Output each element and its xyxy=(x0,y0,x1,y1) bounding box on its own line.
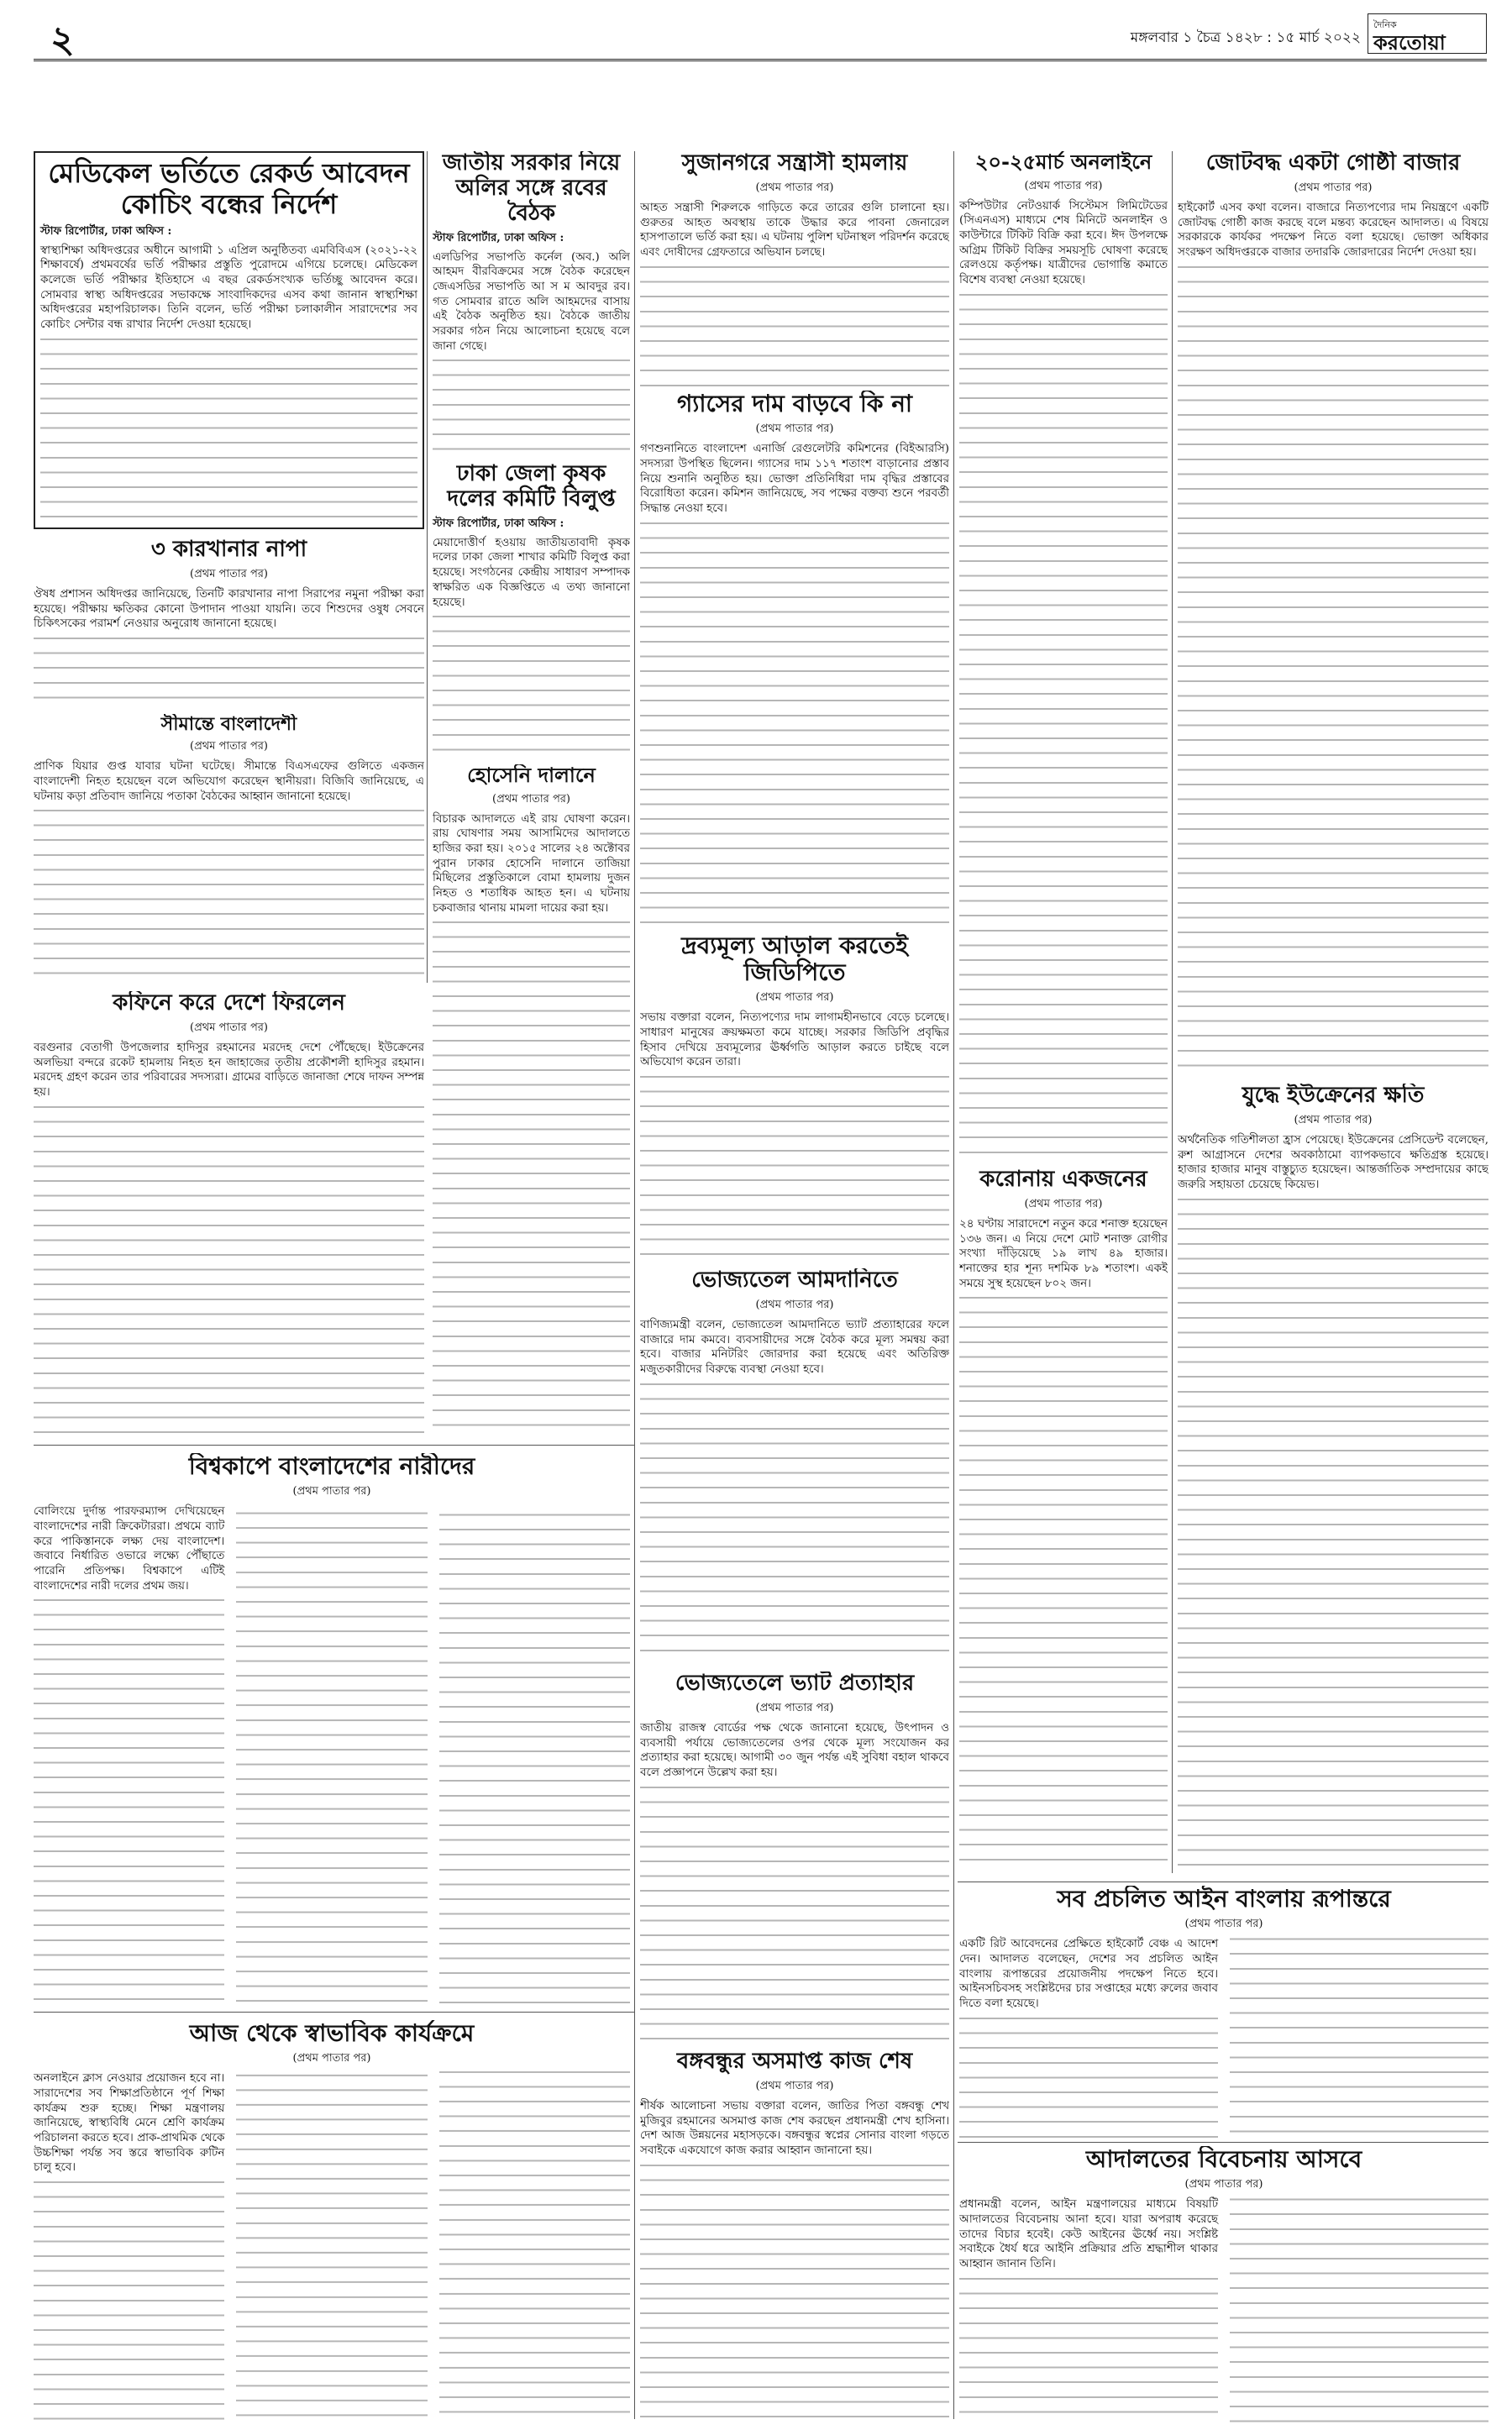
page-number: ২ xyxy=(50,18,75,61)
article-body: অর্থনৈতিক গতিশীলতা হ্রাস পেয়েছে। ইউক্রেনের প্রেসিডেন্ট বলেছেন, রুশ আগ্রাসনে দেশের অবকাঠামো ব্যাপকভাবে ক্ষতিগ্রস্ত হয়েছে। হাজার হাজার মানুষ বাস্তুচ্যুত হয়েছেন। আন্তর্জাতিক সম্প্রদায়ের কাছে জরুরি সহায়তা চেয়েছে কিয়েভ। xyxy=(1178,1133,1488,1873)
article-gas xyxy=(640,391,949,928)
continued-note: (প্রথম পাতার পর) xyxy=(190,567,268,580)
headline: মেডিকেল ভর্তিতে রেকর্ড আবেদন কোচিং বন্ধের নির্দেশ xyxy=(48,157,410,220)
article-three-factories xyxy=(34,538,424,706)
headline: আজ থেকে স্বাভাবিক কার্যক্রমে xyxy=(189,2020,475,2047)
issue-date: মঙ্গলবার ১ চৈত্র ১৪২৮ : ১৫ মার্চ ২০২২ xyxy=(1130,29,1361,46)
headline: আদালতের বিবেচনায় আসবে xyxy=(1085,2146,1362,2173)
article-body: বাণিজ্যমন্ত্রী বলেন, ভোজ্যতেল আমদানিতে ভ্যাট প্রত্যাহারের ফলে বাজারে দাম কমবে। ব্যবসায়ীদের সঙ্গে বৈঠক করে মূল্য সমন্বয় করা হবে। বাজার মনিটরিং জোরদার করা হয়েছে এবং অতিরিক্ত মজুতকারীদের বিরুদ্ধে ব্যবস্থা নেওয়া হবে। xyxy=(640,1318,949,1663)
article-body: প্রধানমন্ত্রী বলেন, আইন মন্ত্রণালয়ের মাধ্যমে বিষয়টি আদালতের বিবেচনায় আনা হবে। যারা অপরাধ করেছে তাদের বিচার হবেই। কেউ আইনের ঊর্ধ্বে নয়। সংশ্লিষ্ট সবাইকে ধৈর্য ধরে আইনি প্রক্রিয়ার প্রতি শ্রদ্ধাশীল থাকার আহ্বান জানান তিনি। xyxy=(959,2197,1488,2423)
headline: ভোজ্যতেল আমদানিতে xyxy=(691,1268,898,1293)
page-header xyxy=(34,8,1487,61)
article-body: ২৪ ঘণ্টায় সারাদেশে নতুন করে শনাক্ত হয়েছেন ১৩৬ জন। এ নিয়ে দেশে মোট শনাক্ত রোগীর সংখ্যা দাঁড়িয়েছে ১৯ লাখ ৪৯ হাজার। শনাক্তের হার শূন্য দশমিক ৮৯ শতাংশ। একই সময়ে সুস্থ হয়েছেন ৮০২ জন। xyxy=(959,1217,1168,1873)
byline: স্টাফ রিপোর্টার, ঢাকা অফিস : xyxy=(40,224,172,238)
continued-note: (প্রথম পাতার পর) xyxy=(292,1485,371,1498)
section-rule xyxy=(958,2142,1488,2143)
article-hosaini xyxy=(433,764,630,1436)
headline: বিশ্বকাপে বাংলাদেশের নারীদের xyxy=(188,1453,475,1480)
headline: ২০-২৫মার্চ অনলাইনে xyxy=(974,151,1152,174)
column-rule xyxy=(953,151,954,2419)
article-krishak xyxy=(433,462,630,756)
continued-note: (প্রথম পাতার পর) xyxy=(755,1701,834,1714)
continued-note: (প্রথম পাতার পর) xyxy=(1294,181,1373,194)
article-train-tickets xyxy=(959,151,1168,1159)
continued-note: (প্রথম পাতার পর) xyxy=(755,422,834,436)
headline: সীমান্তে বাংলাদেশী xyxy=(160,714,297,735)
article-edible-oil-vat xyxy=(640,1672,949,2041)
article-body: এলডিপির সভাপতি কর্নেল (অব.) অলি আহমদ বীরবিক্রমের সঙ্গে বৈঠক করেছেন জেএসডির সভাপতি আ স ম আবদুর রব। গত সোমবার রাতে অলি আহমদের বাসায় এই বৈঠক অনুষ্ঠিত হয়। বৈঠকে জাতীয় সরকার গঠন নিয়ে আলোচনা হয়েছে বলে জানা গেছে। xyxy=(433,250,630,454)
article-sujanagar xyxy=(640,151,949,386)
column-rule xyxy=(427,151,428,983)
article-court-decision xyxy=(959,2146,1488,2423)
headline: হোসেনি দালানে xyxy=(467,764,596,787)
article-body: ঔষধ প্রশাসন অধিদপ্তর জানিয়েছে, তিনটি কারখানার নাপা সিরাপের নমুনা পরীক্ষা করা হয়েছে। পরীক্ষায় ক্ষতিকর কোনো উপাদান পাওয়া যায়নি। তবে শিশুদের ওষুধ সেবনে চিকিৎসকের পরামর্শ নেওয়ার অনুরোধ জানানো হয়েছে। xyxy=(34,587,424,706)
continued-note: (প্রথম পাতার পর) xyxy=(1184,2178,1263,2191)
headline: দ্রব্যমূল্য আড়াল করতেই জিডিপিতে xyxy=(681,932,908,987)
headline: সব প্রচলিত আইন বাংলায় রূপান্তরে xyxy=(1057,1886,1391,1913)
article-inflation xyxy=(640,932,949,1260)
headline: জোটবদ্ধ একটা গোষ্ঠী বাজার xyxy=(1205,151,1461,176)
article-ukraine xyxy=(1178,1084,1488,1873)
continued-note: (প্রথম পাতার পর) xyxy=(755,991,834,1005)
article-edible-oil-import xyxy=(640,1268,949,1663)
headline: ঢাকা জেলা কৃষক দলের কমিটি বিলুপ্ত xyxy=(447,462,616,512)
headline: ৩ কারখানার নাপা xyxy=(150,538,307,562)
article-coffin xyxy=(34,991,424,1436)
continued-note: (প্রথম পাতার পর) xyxy=(1024,179,1103,192)
article-body: কম্পিউটার নেটওয়ার্ক সিস্টেমস লিমিটেডের (সিএনএস) মাধ্যমে শেষ মিনিটে অনলাইন ও কাউন্টারে টিকিট বিক্রি করা হবে। ঈদ উপলক্ষে অগ্রিম টিকিট বিক্রির সময়সূচি ঘোষণা করেছে রেলওয়ে কর্তৃপক্ষ। যাত্রীদের ভোগান্তি কমাতে বিশেষ ব্যবস্থা নেওয়া হয়েছে। xyxy=(959,199,1168,1159)
continued-note: (প্রথম পাতার পর) xyxy=(1294,1113,1373,1126)
column-rule xyxy=(1172,151,1173,1873)
headline: বঙ্গবন্ধুর অসমাপ্ত কাজ শেষ xyxy=(676,2049,913,2074)
article-body: মেয়াদোত্তীর্ণ হওয়ায় জাতীয়তাবাদী কৃষক দলের ঢাকা জেলা শাখার কমিটি বিলুপ্ত করা হয়েছে। সংগঠনের কেন্দ্রীয় সাধারণ সম্পাদক স্বাক্ষরিত এক বিজ্ঞপ্তিতে এ তথ্য জানানো হয়েছে। xyxy=(433,536,630,756)
article-body: একটি রিট আবেদনের প্রেক্ষিতে হাইকোর্ট বেঞ্চ এ আদেশ দেন। আদালত বলেছেন, দেশের সব প্রচলিত আইন বাংলায় রূপান্তরের প্রয়োজনীয় পদক্ষেপ নিতে হবে। আইনসচিবসহ সংশ্লিষ্টদের চার সপ্তাহের মধ্যে রুলের জবাব দিতে বলা হয়েছে। xyxy=(959,1937,1488,2138)
section-rule xyxy=(34,2012,634,2013)
newspaper-logo: দৈনিক করতোয়া xyxy=(1368,13,1487,54)
article-body: শীর্ষক আলোচনা সভায় বক্তারা বলেন, জাতির পিতা বঙ্গবন্ধু শেখ মুজিবুর রহমানের অসমাপ্ত কাজ শেষ করছেন প্রধানমন্ত্রী শেখ হাসিনা। দেশ আজ উন্নয়নের মহাসড়কে। বঙ্গবন্ধুর স্বপ্নের সোনার বাংলা গড়তে সবাইকে একযোগে কাজ করার আহ্বান জানানো হয়। xyxy=(640,2099,949,2423)
article-body: সভায় বক্তারা বলেন, নিত্যপণ্যের দাম লাগামহীনভাবে বেড়ে চলেছে। সাধারণ মানুষের ক্রয়ক্ষমতা কমে যাচ্ছে। সরকার জিডিপি প্রবৃদ্ধির হিসাব দেখিয়ে দ্রব্যমূল্যের ঊর্ধ্বগতি আড়াল করতে চাইছে বলে অভিযোগ করেন তারা। xyxy=(640,1010,949,1260)
headline: যুদ্ধে ইউক্রেনের ক্ষতি xyxy=(1242,1084,1425,1108)
article-body: বোলিংয়ে দুর্দান্ত পারফরম্যান্স দেখিয়েছেন বাংলাদেশের নারী ক্রিকেটাররা। প্রথমে ব্যাট করে পাকিস্তানকে লক্ষ্য দেয় বাংলাদেশ। জবাবে নির্ধারিত ওভারে লক্ষ্যে পৌঁছাতে পারেনি প্রতিপক্ষ। বিশ্বকাপে এটিই বাংলাদেশের নারী দলের প্রথম জয়। xyxy=(34,1504,630,2003)
article-body: স্বাস্থ্যশিক্ষা অধিদপ্তরের অধীনে আগামী ১ এপ্রিল অনুষ্ঠিতব্য এমবিবিএস (২০২১-২২ শিক্ষাবর্ষে) প্রথমবর্ষের ভর্তি পরীক্ষার প্রস্তুতি পুরোদমে এগিয়ে চলেছে। মেডিকেল কলেজে ভর্তি পরীক্ষার ইতিহাসে এ বছর রেকর্ডসংখ্যক ভর্তিচ্ছু আবেদন করে। সোমবার স্বাস্থ্য অধিদপ্তরের সভাকক্ষে সাংবাদিকদের এসব কথা জানান স্বাস্থ্যশিক্ষা অধিদপ্তরের মহাপরিচালক। তিনি বলেন, ভর্তি পরীক্ষা চলাকালীন সারাদেশের সব কোচিং সেন্টার বন্ধ রাখার নির্দেশ দেওয়া হয়েছে। xyxy=(40,244,417,529)
continued-note: (প্রথম পাতার পর) xyxy=(492,792,570,806)
continued-note: (প্রথম পাতার পর) xyxy=(755,2079,834,2092)
article-body: হাইকোর্ট এসব কথা বলেন। বাজারে নিত্যপণ্যের দাম নিয়ন্ত্রণে একটি জোটবদ্ধ গোষ্ঠী কাজ করছে বলে মন্তব্য করেছেন আদালত। এ বিষয়ে সরকারকে কার্যকর পদক্ষেপ নিতে বলা হয়েছে। ভোক্তা অধিকার সংরক্ষণ অধিদপ্তরকে বাজার তদারকি জোরদারের নির্দেশ দেওয়া হয়। xyxy=(1178,201,1488,1075)
article-body: বিচারক আদালতে এই রায় ঘোষণা করেন। রায় ঘোষণার সময় আসামিদের আদালতে হাজির করা হয়। ২০১৫ সালের ২৪ অক্টোবর পুরান ঢাকার হোসেনি দালানে তাজিয়া মিছিলের প্রস্তুতিকালে বোমা হামলায় দুজন নিহত ও শতাধিক আহত হন। এ ঘটনায় চকবাজার থানায় মামলা দায়ের করা হয়। xyxy=(433,812,630,1436)
continued-note: (প্রথম পাতার পর) xyxy=(755,181,834,194)
article-medical xyxy=(34,151,424,529)
article-body: বরগুনার বেতাগী উপজেলার হাদিসুর রহমানের মরদেহ দেশে পৌঁছেছে। ইউক্রেনের অলভিয়া বন্দরে রকেট হামলায় নিহত হন জাহাজের তৃতীয় প্রকৌশলী হাদিসুর রহমান। মরদেহ গ্রহণ করেন তার পরিবারের সদস্যরা। গ্রামের বাড়িতে জানাজা শেষে দাফন সম্পন্ন হয়। xyxy=(34,1041,424,1436)
headline: সুজানগরে সন্ত্রাসী হামলায় xyxy=(681,151,908,176)
continued-note: (প্রথম পাতার পর) xyxy=(190,1021,268,1034)
headline: কফিনে করে দেশে ফিরলেন xyxy=(113,991,345,1016)
article-joton xyxy=(1178,151,1488,1075)
headline: গ্যাসের দাম বাড়বে কি না xyxy=(676,391,913,417)
article-national xyxy=(433,151,630,454)
continued-note: (প্রথম পাতার পর) xyxy=(755,1298,834,1311)
headline: ভোজ্যতেলে ভ্যাট প্রত্যাহার xyxy=(675,1672,915,1696)
byline: স্টাফ রিপোর্টার, ঢাকা অফিস : xyxy=(433,517,564,530)
byline: স্টাফ রিপোর্টার, ঢাকা অফিস : xyxy=(433,231,564,244)
article-bangabandhu xyxy=(640,2049,949,2423)
article-rules-bangla xyxy=(959,1886,1488,2138)
article-body: প্রাণিক যিয়ার গুপ্ত যাবার ঘটনা ঘটেছে। সীমান্তে বিএসএফের গুলিতে একজন বাংলাদেশী নিহত হয়েছেন বলে অভিযোগ করেছেন স্থানীয়রা। বিজিবি জানিয়েছে, এ ঘটনায় কড়া প্রতিবাদ জানিয়ে পতাকা বৈঠকের আহ্বান জানানো হয়েছে। xyxy=(34,759,424,983)
continued-note: (প্রথম পাতার পর) xyxy=(190,740,268,753)
headline: জাতীয় সরকার নিয়ে অলির সঙ্গে রবের বৈঠক xyxy=(442,151,621,226)
article-body: অনলাইনে ক্লাস নেওয়ার প্রয়োজন হবে না। সারাদেশের সব শিক্ষাপ্রতিষ্ঠানে পূর্ণ শিক্ষা কার্যক্রম শুরু হচ্ছে। শিক্ষা মন্ত্রণালয় জানিয়েছে, স্বাস্থ্যবিধি মেনে শ্রেণি কার্যক্রম পরিচালনা করতে হবে। প্রাক-প্রাথমিক থেকে উচ্চশিক্ষা পর্যন্ত সব স্তরে স্বাভাবিক রুটিন চালু হবে। xyxy=(34,2071,630,2423)
headline: করোনায় একজনের xyxy=(979,1168,1147,1192)
article-schools xyxy=(34,2020,630,2423)
column-rule xyxy=(634,151,635,2419)
article-body: জাতীয় রাজস্ব বোর্ডের পক্ষ থেকে জানানো হয়েছে, উৎপাদন ও ব্যবসায়ী পর্যায়ে ভোজ্যতেলের ওপর থেকে মূল্য সংযোজন কর প্রত্যাহার করা হয়েছে। আগামী ৩০ জুন পর্যন্ত এই সুবিধা বহাল থাকবে বলে প্রজ্ঞাপনে উল্লেখ করা হয়। xyxy=(640,1721,949,2041)
article-border xyxy=(34,714,424,983)
article-corona xyxy=(959,1168,1168,1873)
section-rule xyxy=(34,1445,634,1446)
article-body: আহত সন্ত্রাসী শিরুলকে গাড়িতে করে তারের গুলি চালানো হয়। গুরুতর আহত অবস্থায় তাকে উদ্ধার করে পাবনা জেনারেল হাসপাতালে ভর্তি করা হয়। এ ঘটনায় পুলিশ ঘটনাস্থল পরিদর্শন করেছে এবং দোষীদের গ্রেফতারে অভিযান চলছে। xyxy=(640,201,949,386)
article-women-cup xyxy=(34,1453,630,2003)
continued-note: (প্রথম পাতার পর) xyxy=(1024,1197,1103,1210)
continued-note: (প্রথম পাতার পর) xyxy=(292,2052,371,2065)
article-body: গণশুনানিতে বাংলাদেশ এনার্জি রেগুলেটরি কমিশনের (বিইআরসি) সদস্যরা উপস্থিত ছিলেন। গ্যাসের দাম ১১৭ শতাংশ বাড়ানোর প্রস্তাব নিয়ে শুনানি অনুষ্ঠিত হয়। ভোক্তা প্রতিনিধিরা দাম বৃদ্ধির প্রস্তাবের বিরোধিতা করেন। কমিশন জানিয়েছে, সব পক্ষের বক্তব্য শুনে পরবর্তী সিদ্ধান্ত নেওয়া হবে। xyxy=(640,442,949,928)
continued-note: (প্রথম পাতার পর) xyxy=(1184,1918,1263,1931)
